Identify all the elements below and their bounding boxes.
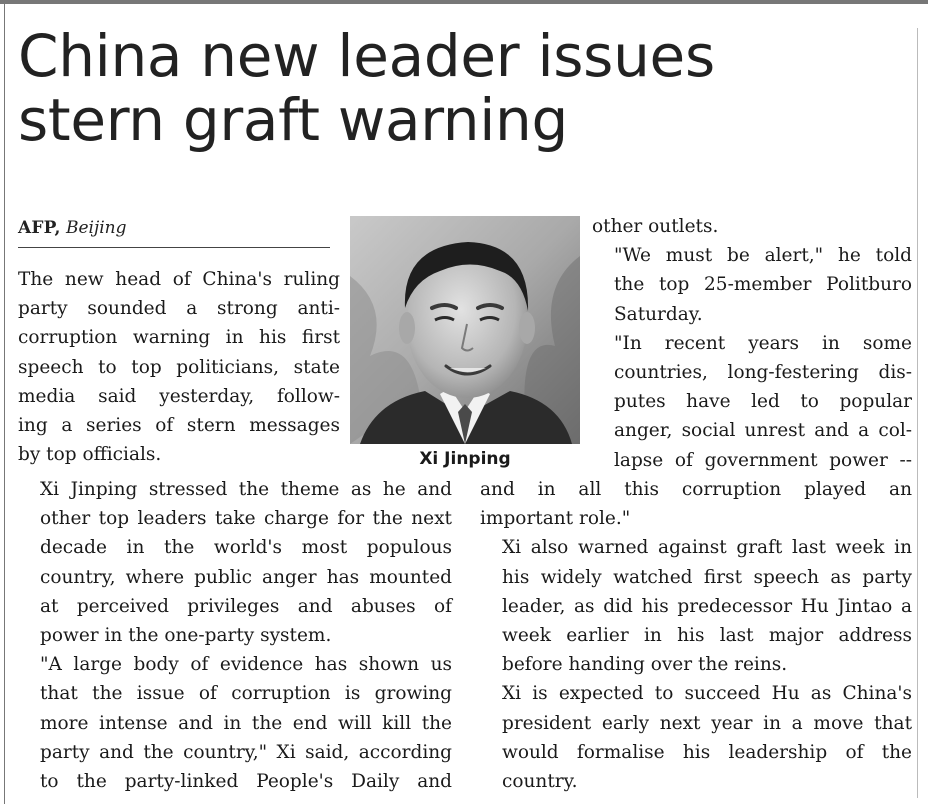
byline — [18, 216, 127, 240]
text-line: The new head of China's ruling — [18, 269, 340, 290]
text-line: his widely watched first speech as party — [502, 566, 912, 588]
paragraph — [480, 475, 912, 533]
text-line: other top leaders take charge for the next — [40, 508, 452, 530]
text-line: country, where public anger has mounted — [40, 566, 452, 588]
text-line: party and the country," Xi said, according — [40, 741, 452, 763]
paragraph — [592, 241, 912, 329]
text-line: leader, as did his predecessor Hu Jintao a — [502, 595, 912, 617]
text-line: putes have led to popular — [614, 391, 912, 413]
article-column-right-top — [592, 212, 912, 475]
paragraph-lede — [18, 265, 340, 469]
text-line: power in the one-party system. — [40, 625, 332, 647]
byline-place: Beijing — [65, 218, 127, 238]
text-line: before handing over the reins. — [502, 654, 788, 676]
text-line: party sounded a strong anti- — [18, 298, 340, 320]
byline-agency: AFP, — [18, 218, 61, 238]
text-line: Xi also warned against graft last week in — [502, 537, 912, 559]
text-line: important role." — [480, 508, 631, 530]
text-line: that the issue of corruption is growing — [40, 683, 452, 705]
text-line: "We must be alert," he told — [614, 245, 912, 267]
text-line: corruption warning in his first — [18, 327, 340, 349]
byline-divider — [18, 247, 330, 248]
article-column-left-bottom — [18, 475, 452, 796]
photo-caption: Xi Jinping — [419, 449, 511, 469]
paragraph — [592, 212, 912, 241]
portrait-illustration — [350, 216, 580, 444]
text-line: media said yesterday, follow- — [18, 385, 340, 407]
text-line: to the party-linked People's Daily and — [40, 771, 452, 793]
text-line: decade in the world's most populous — [40, 537, 452, 559]
headline-line-1: China new leader issues — [18, 22, 715, 90]
text-line: country. — [502, 771, 578, 793]
headline-line-2: stern graft warning — [18, 86, 569, 154]
text-line: "In recent years in some — [614, 332, 912, 354]
text-line: Saturday. — [614, 303, 703, 325]
article-column-left-top — [18, 265, 340, 469]
text-line: countries, long-festering dis- — [614, 362, 912, 384]
paragraph — [480, 679, 912, 796]
column-rule-left — [4, 4, 5, 804]
text-line: other outlets. — [592, 216, 719, 237]
paragraph — [18, 650, 452, 796]
article-column-right-bottom — [480, 475, 912, 796]
text-line: week earlier in his last major address — [502, 625, 912, 647]
paragraph — [480, 533, 912, 679]
text-line: at perceived privileges and abuses of — [40, 595, 452, 617]
page-top-border — [0, 0, 928, 4]
headline — [18, 24, 918, 152]
paragraph — [18, 475, 452, 650]
text-line: would formalise his leadership of the — [502, 741, 912, 763]
text-line: by top officials. — [18, 444, 162, 466]
text-line: and in all this corruption played an — [480, 479, 912, 500]
paragraph — [592, 329, 912, 475]
text-line: more intense and in the end will kill the — [40, 712, 452, 734]
portrait-photo — [350, 216, 580, 444]
text-line: anger, social unrest and a col- — [614, 420, 912, 442]
text-line: ing a series of stern messages — [18, 415, 340, 437]
text-line: Xi Jinping stressed the theme as he and — [40, 479, 452, 500]
text-line: president early next year in a move that — [502, 712, 912, 734]
text-line: the top 25-member Politburo — [614, 274, 912, 296]
text-line: speech to top politicians, state — [18, 356, 340, 378]
text-line: "A large body of evidence has shown us — [40, 654, 452, 676]
text-line: Xi is expected to succeed Hu as China's — [502, 683, 912, 705]
text-line: lapse of government power -- — [614, 449, 912, 471]
